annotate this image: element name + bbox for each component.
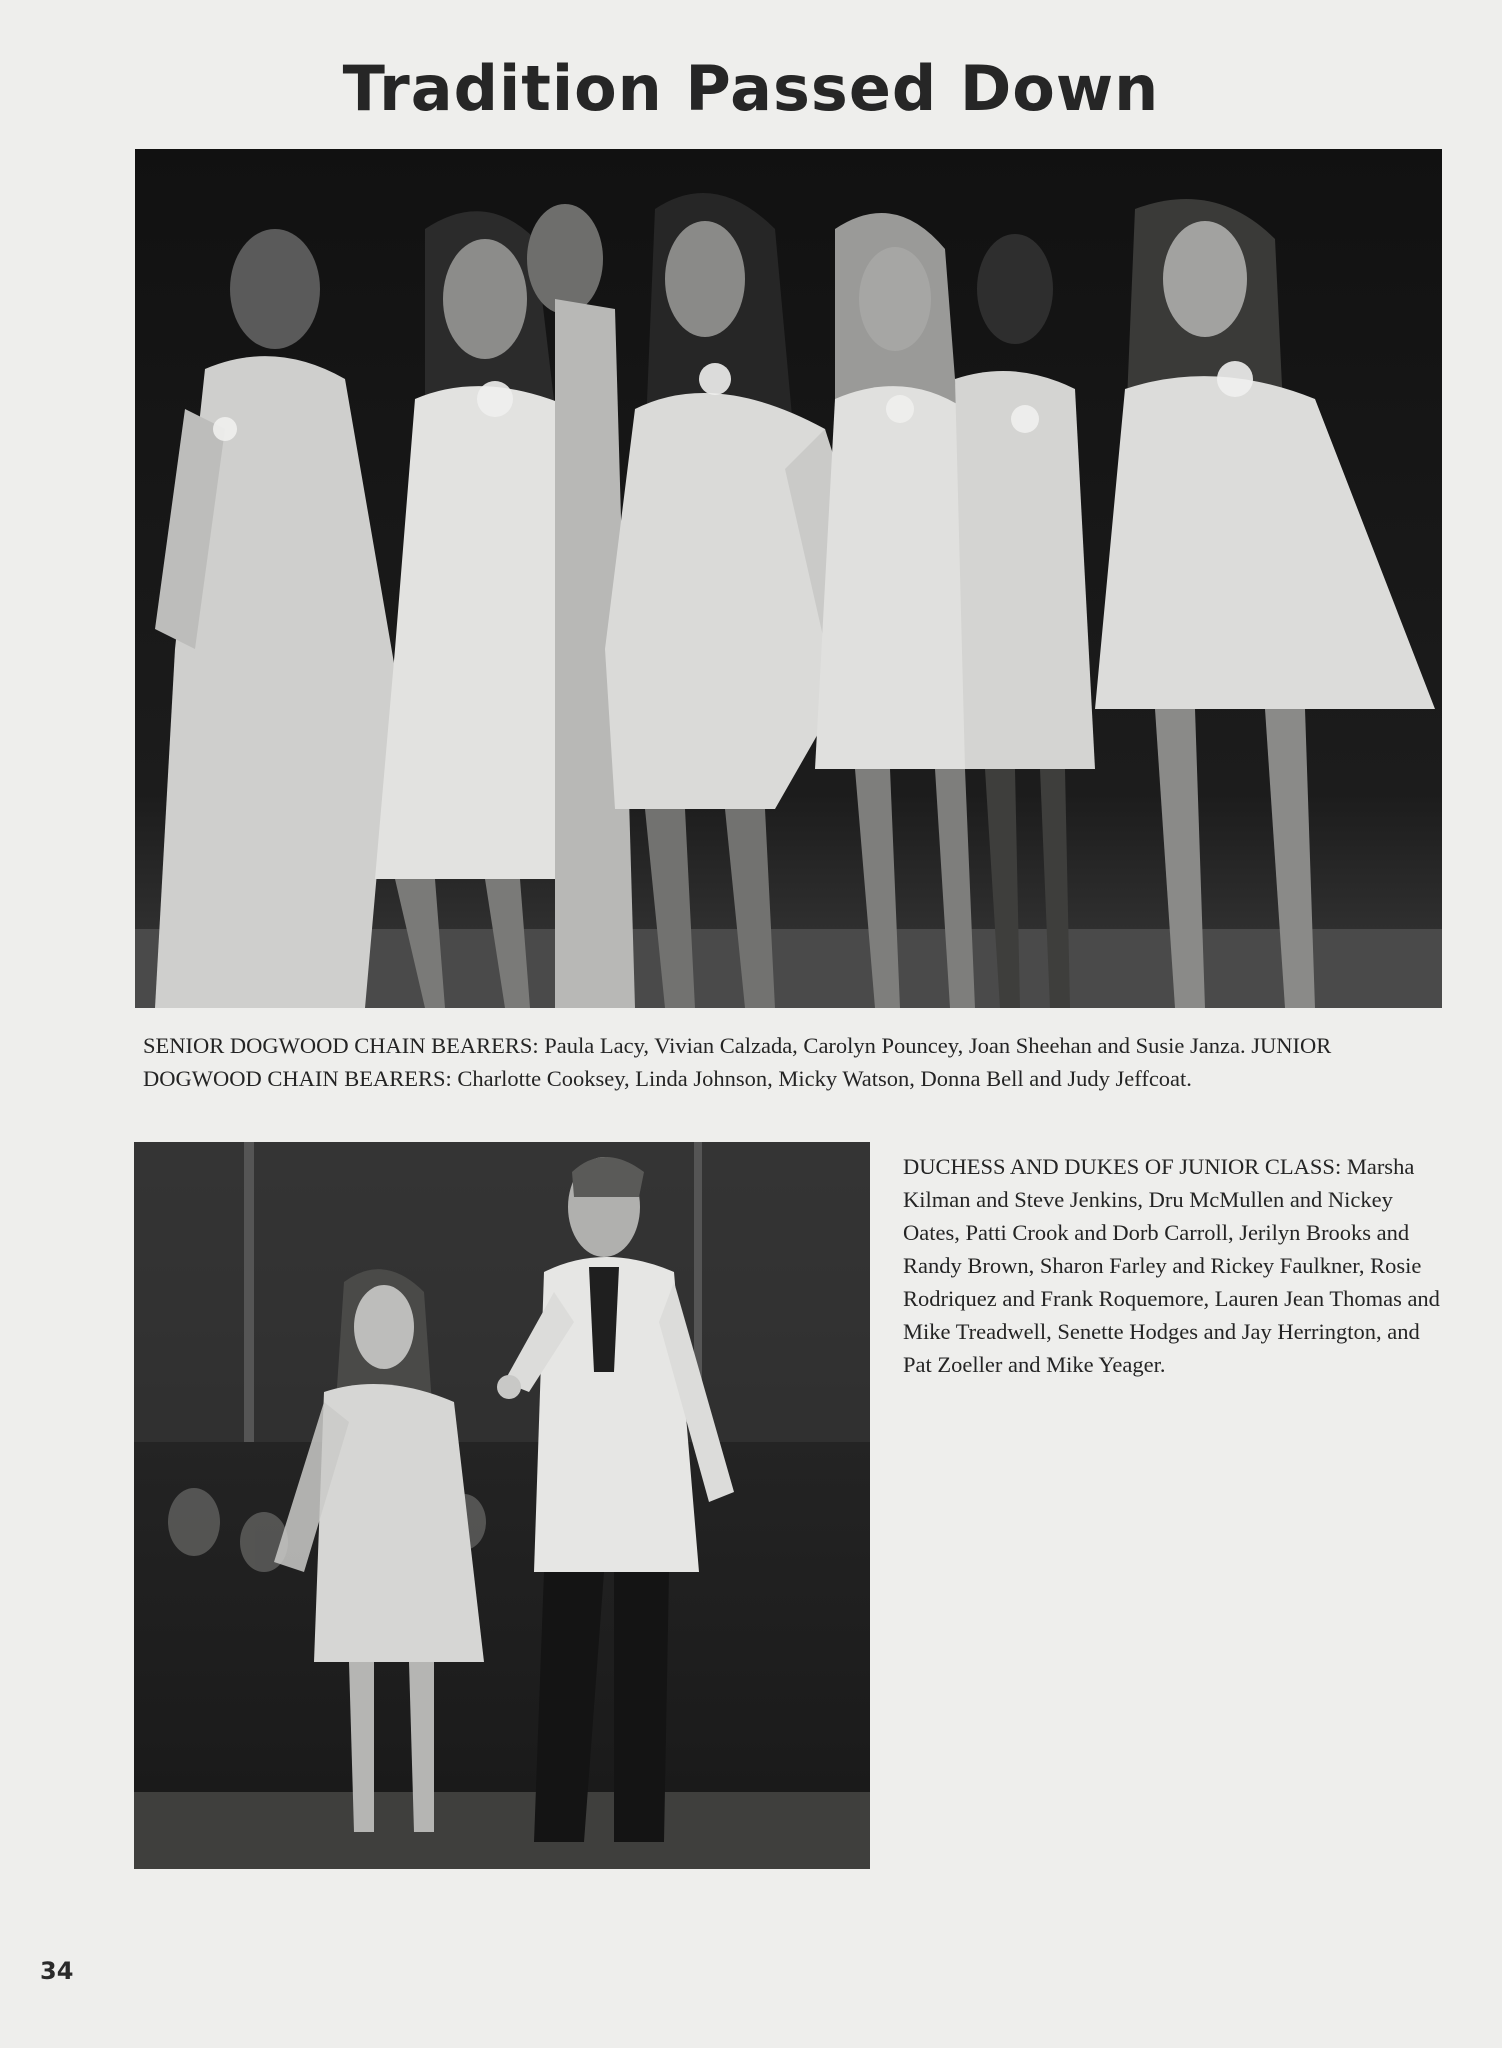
chain-bearers-caption: SENIOR DOGWOOD CHAIN BEARERS: Paula Lacy, Vivian Calzada, Carolyn Pouncey, Joan Sheehan and Susie Janza. JUNIOR DOGWOOD CHAIN BEARERS: Charlotte Cooksey, Linda Johnson, Micky Watson, Donna Bell and Judy Jeffcoat. (143, 1033, 1332, 1091)
page-title: Tradition Passed Down (342, 52, 1160, 125)
chain-bearers-photo-illustration (135, 149, 1442, 1008)
duchess-and-dukes-caption: DUCHESS AND DUKES OF JUNIOR CLASS: Marsha Kilman and Steve Jenkins, Dru McMullen and Nickey Oates, Patti Crook and Dorb Carroll, Jerilyn Brooks and Randy Brown, Sharon Farley and Rickey Faulkner, Rosie Rodriquez and Frank Roquemore, Lauren Jean Thomas and Mike Treadwell, Senette Hodges and Jay Herrington, and Pat Zoeller and Mike Yeager. (903, 1154, 1440, 1377)
chain-bearers-photo (135, 149, 1442, 1008)
duchess-and-duke-photo-illustration (134, 1142, 870, 1869)
page-number: 34 (40, 1957, 74, 1985)
duchess-and-duke-photo (134, 1142, 870, 1869)
